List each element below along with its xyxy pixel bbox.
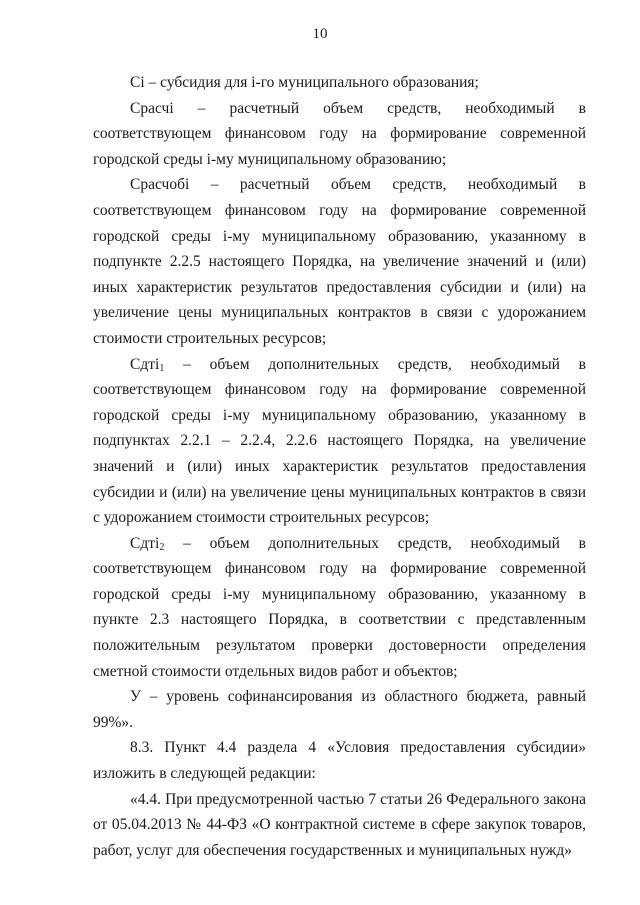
paragraph-srasch-definition: Срасчi – расчетный объем средств, необходимый в соответствующем финансовом году на формирование современной городской среды i-му муниципальному образованию; <box>93 99 586 168</box>
paragraph-sdt1-definition <box>93 352 586 531</box>
paragraph-ci-definition: Ci – субсидия для i-го муниципального образования; <box>130 74 479 91</box>
document-body <box>93 70 586 863</box>
paragraph-sdt2-definition <box>93 531 586 685</box>
paragraph-8-3: 8.3. Пункт 4.4 раздела 4 «Условия предоставления субсидии» изложить в следующей редакции: <box>93 739 586 783</box>
subscript-2: 2 <box>159 541 165 553</box>
page-number: 10 <box>312 26 328 42</box>
sdt1-text: – объем дополнительных средств, необходимый в соответствующем финансовом году на формирование современной городской среды i-му муниципальному образованию, указанному в подпунктах 2.2.1 – 2.2.4, 2.2.6 настоящего Порядка, на увеличение значений и (или) иных характеристик результатов предоставления субсидии и (или) на увеличение цены муниципальных контрактов в связи с удорожанием стоимости строительных ресурсов; <box>93 355 586 527</box>
paragraph-y-definition: У – уровень софинансирования из областного бюджета, равный 99%». <box>93 688 586 731</box>
paragraph-srasch-ob-definition: Срасчобi – расчетный объем средств, необходимый в соответствующем финансовом году на формирование современной городской среды i-му муниципальному образованию, указанному в подпункте 2.2.5 настоящего Порядка, на увеличение значений и (или) иных характеристик результатов предоставления субсидии и (или) на увеличение цены муниципальных контрактов в связи с удорожанием стоимости строительных ресурсов; <box>93 176 586 347</box>
subscript-1: 1 <box>159 362 165 374</box>
sdt2-text: – объем дополнительных средств, необходимый в соответствующем финансовом году на формирование современной городской среды i-му муниципальному образованию, указанному в пункте 2.3 настоящего Порядка, в соответствии с представленным положительным результатом проверки достоверности определения сметной стоимости отдельных видов работ и объектов; <box>93 534 586 680</box>
symbol-sdt2: Сдтi <box>130 534 160 552</box>
symbol-sdt1: Сдтi <box>130 355 160 373</box>
paragraph-4-4: «4.4. При предусмотренной частью 7 статьи 26 Федерального закона от 05.04.2013 № 44-ФЗ «О контрактной системе в сфере закупок товаров, работ, услуг для обеспечения государственных и муниципальных нужд» <box>93 790 586 859</box>
